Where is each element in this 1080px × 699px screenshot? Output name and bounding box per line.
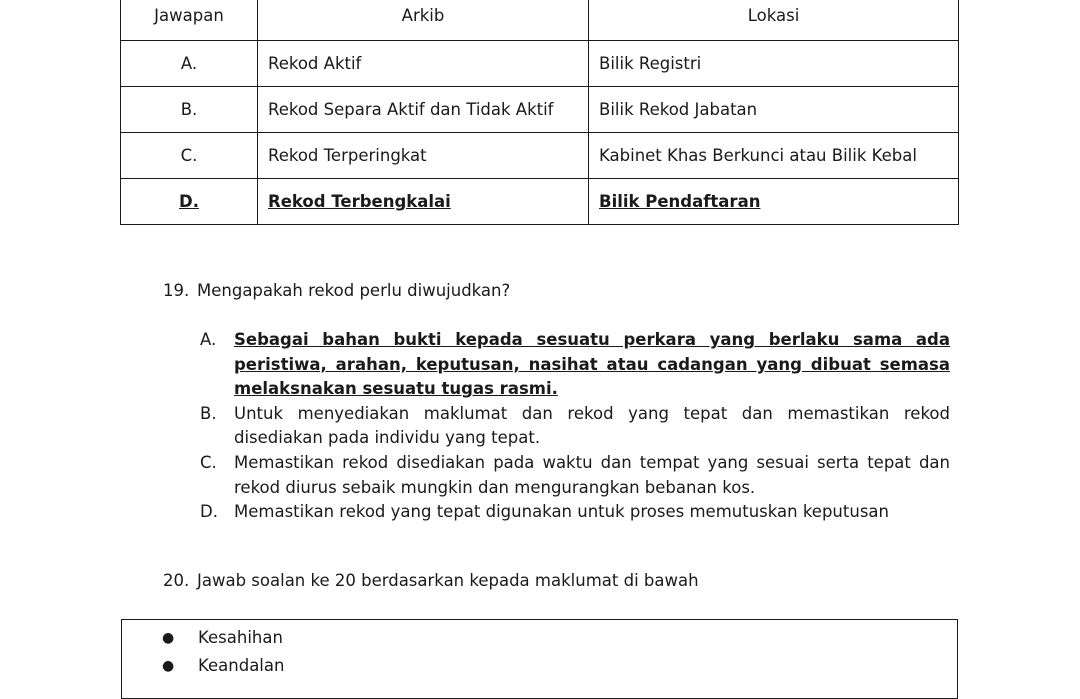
list-item bbox=[162, 624, 957, 652]
header-lokasi: Lokasi bbox=[589, 0, 959, 41]
option-text: Memastikan rekod disediakan pada waktu dan tempat yang sesuai serta tepat dan rekod diurus sebaik mungkin dan mengurangkan bebanan kos. bbox=[234, 452, 950, 497]
question-number: 19. bbox=[163, 281, 190, 300]
option-text: Memastikan rekod yang tepat digunakan untuk proses memutuskan keputusan bbox=[234, 502, 889, 522]
question-text: Jawab soalan ke 20 berdasarkan kepada maklumat di bawah bbox=[197, 571, 699, 590]
question-number: 20. bbox=[163, 571, 190, 590]
row-arkib: Rekod Terbengkalai bbox=[258, 179, 589, 225]
location-table bbox=[120, 0, 959, 225]
option-c bbox=[200, 451, 950, 500]
row-jawapan: B. bbox=[121, 87, 258, 133]
option-letter: D. bbox=[200, 502, 218, 522]
bullet-icon: ● bbox=[162, 658, 175, 674]
option-b bbox=[200, 402, 950, 451]
option-a bbox=[200, 328, 950, 402]
option-letter: B. bbox=[200, 403, 217, 423]
table-row bbox=[121, 41, 959, 87]
list-item-text: Keandalan bbox=[198, 656, 285, 675]
question-19 bbox=[163, 281, 510, 300]
table-row bbox=[121, 87, 959, 133]
table-header-row bbox=[121, 0, 959, 41]
row-lokasi: Kabinet Khas Berkunci atau Bilik Kebal bbox=[589, 133, 959, 179]
header-jawapan: Jawapan bbox=[121, 0, 258, 41]
bullet-icon: ● bbox=[162, 630, 175, 646]
question-text: Mengapakah rekod perlu diwujudkan? bbox=[197, 281, 511, 300]
question-20 bbox=[163, 571, 699, 590]
option-text: Sebagai bahan bukti kepada sesuatu perkara yang berlaku sama ada peristiwa, arahan, keputusan, nasihat atau cadangan yang dibuat semasa melaksnakan sesuatu tugas rasmi. bbox=[234, 330, 950, 399]
row-lokasi: Bilik Registri bbox=[589, 41, 959, 87]
header-arkib: Arkib bbox=[258, 0, 589, 41]
info-list bbox=[122, 620, 957, 680]
table-row bbox=[121, 133, 959, 179]
list-item-text: Kesahihan bbox=[198, 628, 283, 647]
row-jawapan: C. bbox=[121, 133, 258, 179]
info-box bbox=[121, 619, 958, 699]
row-arkib: Rekod Terperingkat bbox=[258, 133, 589, 179]
option-d bbox=[200, 500, 950, 525]
row-lokasi: Bilik Pendaftaran bbox=[589, 179, 959, 225]
option-text: Untuk menyediakan maklumat dan rekod yang tepat dan memastikan rekod disediakan pada individu yang tepat. bbox=[234, 403, 950, 448]
table-row-answer bbox=[121, 179, 959, 225]
row-lokasi: Bilik Rekod Jabatan bbox=[589, 87, 959, 133]
row-jawapan: A. bbox=[121, 41, 258, 87]
question-19-options bbox=[200, 328, 950, 525]
option-letter: C. bbox=[200, 452, 217, 472]
row-arkib: Rekod Separa Aktif dan Tidak Aktif bbox=[258, 87, 589, 133]
list-item bbox=[162, 652, 957, 680]
row-arkib: Rekod Aktif bbox=[258, 41, 589, 87]
option-letter: A. bbox=[200, 330, 217, 349]
row-jawapan: D. bbox=[121, 179, 258, 225]
